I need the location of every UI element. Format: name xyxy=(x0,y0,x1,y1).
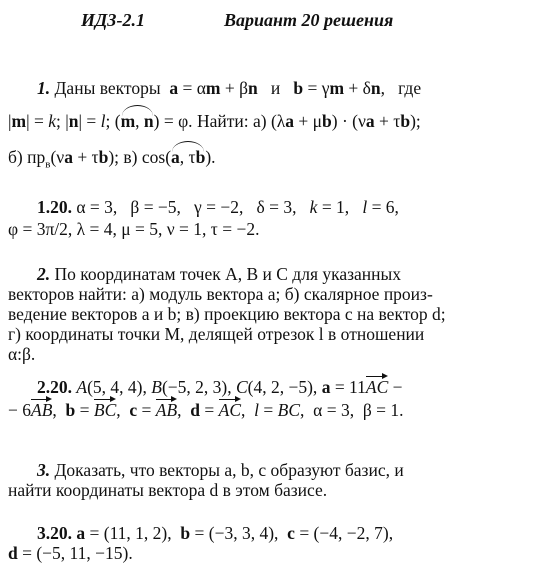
header-left: ИДЗ-2.1 xyxy=(81,10,145,30)
task1-line1: 1. Даны векторы a = αm + βn и b = γm + δn, где xyxy=(37,78,422,98)
variant-2-20-line2: − 6AB, b = BC, c = AB, d = AC, l = BC, α = 3, β = 1. xyxy=(8,400,404,420)
angle-a-tb: a, τb xyxy=(171,147,206,167)
task1-number: 1. xyxy=(37,78,51,98)
task2-line4: г) координаты точки M, делящей отрезок l в отношении xyxy=(8,324,425,344)
task2-line1: 2. По координатам точек A, B и C для указанных xyxy=(37,264,402,284)
variant-2-20-line1: 2.20. A(5, 4, 4), B(−5, 2, 3), C(4, 2, −5), a = 11AC − xyxy=(37,377,403,397)
variant-3-20-line1: 3.20. a = (11, 1, 2), b = (−3, 3, 4), c = (−4, −2, 7), xyxy=(37,523,394,543)
task1-line2: |m| = k; |n| = l; (m, n) = φ. Найти: а) (λa + μb) · (νa + τb); xyxy=(8,111,421,131)
task2-line3: ведение векторов a и b; в) проекцию вектора c на вектор d; xyxy=(8,304,446,324)
header-variant xyxy=(224,10,393,30)
task3-line1: 3. Доказать, что векторы a, b, c образуют базис, и xyxy=(37,460,404,480)
task2-line5: α:β. xyxy=(8,344,36,364)
angle-mn: m, n xyxy=(120,111,154,131)
variant-3-20-line2: d = (−5, 11, −15). xyxy=(8,543,133,563)
variant-1-20-line2: φ = 3π/2, λ = 4, μ = 5, ν = 1, τ = −2. xyxy=(8,219,260,239)
header xyxy=(81,10,145,30)
task2-line2: векторов найти: а) модуль вектора a; б) скалярное произ- xyxy=(8,284,433,304)
task1-line3: б) $пр_в(\nu a + \tau b)$; в) cos(a, τb). xyxy=(8,147,216,171)
vector-AC: AC xyxy=(365,377,389,397)
variant-1-20-line1: 1.20. α = 3, β = −5, γ = −2, δ = 3, k = 1, l = 6, xyxy=(37,197,399,217)
header-right: Вариант 20 решения xyxy=(224,10,394,30)
task3-line2: найти координаты вектора d в этом базисе. xyxy=(8,480,328,500)
